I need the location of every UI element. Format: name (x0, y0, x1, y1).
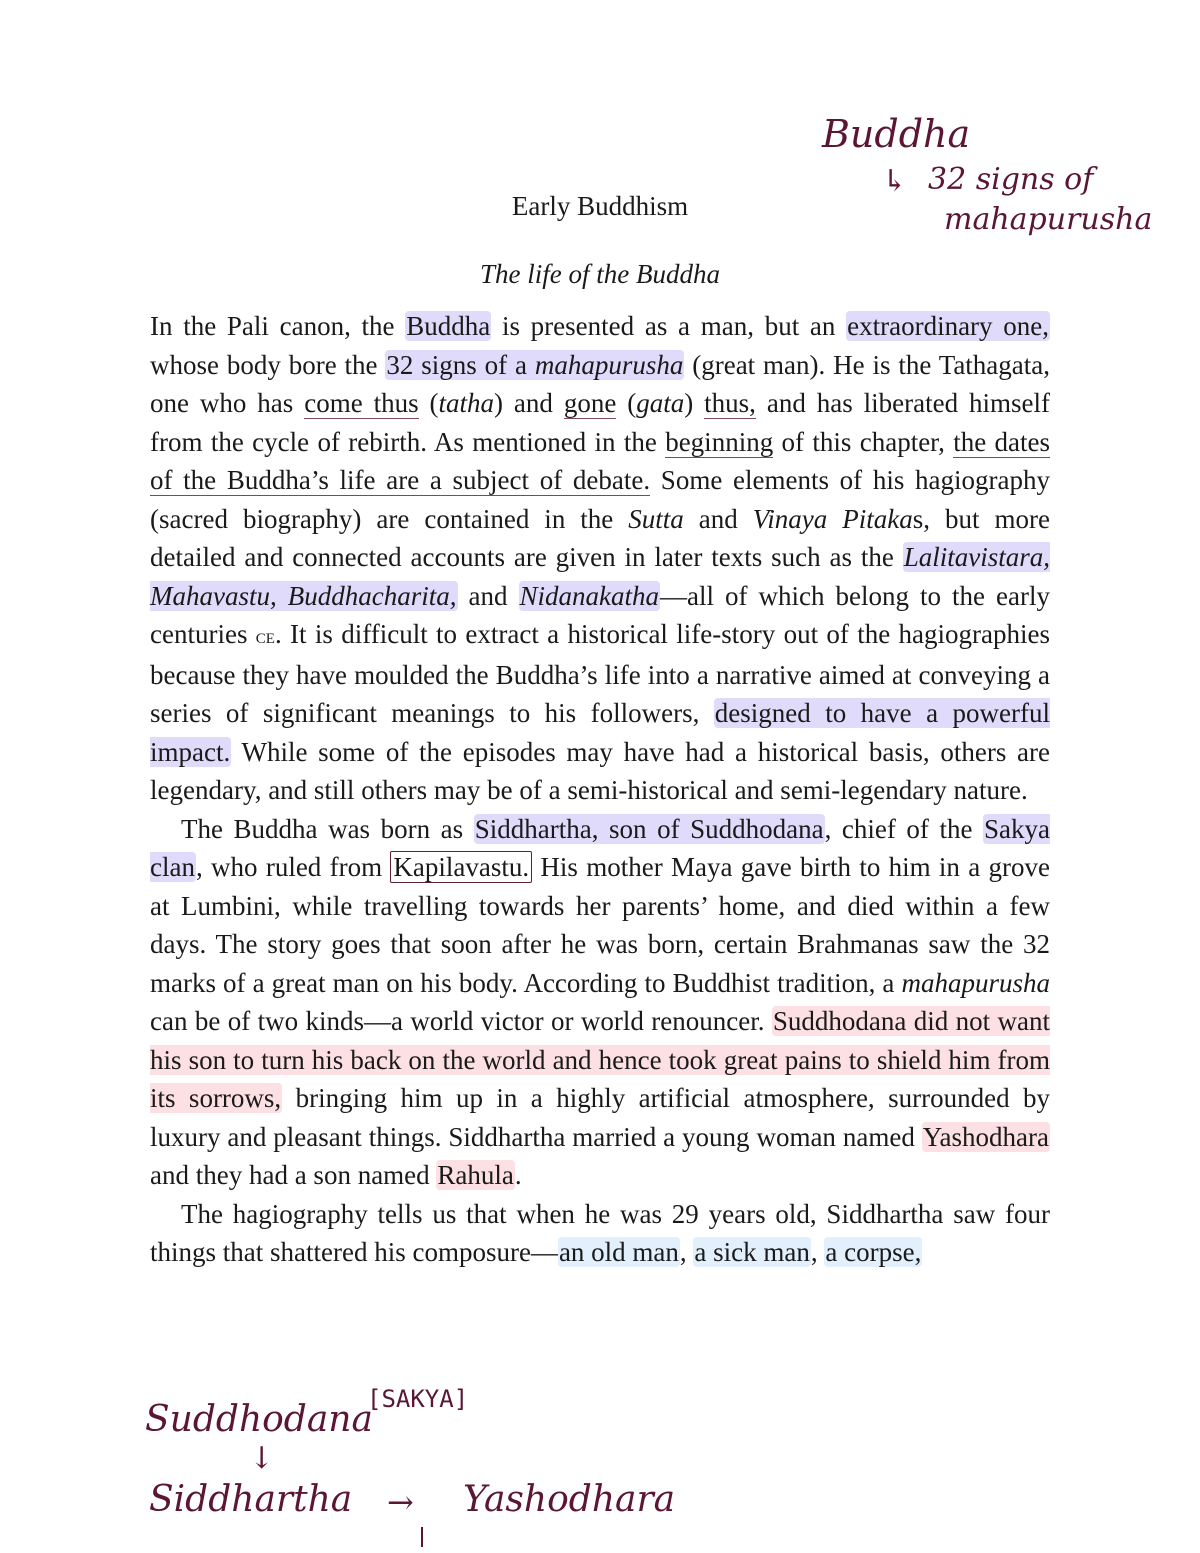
underline-dates-debate: the dates of the Buddha’s life are a subject of debate. (150, 426, 1051, 495)
note-siddhartha: Siddhartha (149, 1479, 353, 1520)
note-sakya: [SAKYA] (367, 1385, 469, 1413)
highlight-sick-man: a sick man (694, 1237, 810, 1267)
highlight-rahula: Rahula (437, 1160, 514, 1190)
highlight-corpse: a corpse, (825, 1237, 922, 1267)
paragraph-1: In the Pali canon, the Buddha is presented as a man, but an extraordinary one, whose body bore the 32 signs of a mahapurusha (great man). He is the Tathagata, one who has come thus (tatha) and gone (gata) thus, and has liberated himself from the cycle of rebirth. As mentioned in the beginning of this chapter, the dates of the Buddha’s life are a subject of debate. Some elements of his hagiography (sacred biography) are contained in the Sutta and Vinaya Pitakas, but more detailed and connected accounts are given in later texts such as the Lalitavistara, Mahavastu, Buddhacharita, and Nidanakatha—all of which belong to the early centuries ce. It is difficult to extract a historical life-story out of the hagiographies because they have moulded the Buddha’s life into a narrative aimed at conveying a series of significant meanings to his followers, designed to have a powerful impact. While some of the episodes may have had a historical basis, others are legendary, and still others may be of a semi-historical and semi-legendary nature. (150, 311, 1051, 805)
handwritten-note-bottom-left (145, 1385, 765, 1550)
note-right-arrow-icon: → (387, 1483, 414, 1521)
chapter-title: Early Buddhism (511, 191, 689, 221)
highlight-suddhodana-shield: Suddhodana did not want his son to turn his back on the world and hence took great pains to shield him from its sorrows, (150, 1006, 1050, 1113)
note-continuation-mark (421, 1527, 423, 1547)
highlight-siddhartha-son: Siddhartha, son of Suddhodana (474, 813, 824, 844)
note-yashodhara: Yashodhara (463, 1479, 676, 1520)
paragraph-3: The hagiography tells us that when he was 29 years old, Siddhartha saw four things that shattered his composure—an old man, a sick man, a corpse, (150, 1198, 1050, 1267)
highlight-32-signs: 32 signs of a mahapurusha (386, 349, 684, 380)
section-subtitle: The life of the Buddha (480, 259, 720, 289)
boxed-kapilavastu: Kapilavastu. (390, 851, 532, 883)
note-suddhodana: Suddhodana (145, 1399, 373, 1440)
highlight-buddha: Buddha (406, 311, 491, 341)
note-arrow-icon: ↳ (882, 164, 908, 199)
underline-gone: gone (563, 388, 617, 418)
highlight-yashodhara: Yashodhara (922, 1121, 1049, 1152)
underline-thus: thus, (704, 388, 756, 418)
note-down-arrow-icon: ↓ (249, 1441, 275, 1476)
note-buddha: Buddha (822, 112, 971, 156)
highlight-extraordinary: extraordinary one, (847, 311, 1050, 341)
highlight-old-man: an old man (558, 1237, 679, 1267)
highlight-sakya-clan: Sakya clan (150, 813, 1050, 882)
underline-come-thus: come thus (304, 388, 419, 418)
highlight-powerful-impact: designed to have a powerful impact. (150, 698, 1050, 767)
highlight-later-texts: Lalitavistara, Mahavastu, Buddhacharita, (150, 542, 1050, 611)
highlight-nidanakatha: Nidanakatha (519, 580, 660, 611)
underline-beginning: beginning (665, 426, 774, 457)
note-32-signs: 32 signs of (928, 162, 1094, 197)
body-text (150, 307, 1050, 1272)
paragraph-2: The Buddha was born as Siddhartha, son of Suddhodana, chief of the Sakya clan, who ruled from Kapilavastu. His mother Maya gave birth to him in a grove at Lumbini, while travelling towards her parents’ home, and died within a few days. The story goes that soon after he was born, certain Brahmanas saw the 32 marks of a great man on his body. According to Buddhist tradition, a mahapurusha can be of two kinds—a world victor or world renouncer. Suddhodana did not want his son to turn his back on the world and hence took great pains to shield him from its sorrows, bringing him up in a highly artificial atmosphere, surrounded by luxury and pleasant things. Siddhartha married a young woman named Yashodhara and they had a son named Rahula. (150, 813, 1050, 1190)
note-mahapurusha: mahapurusha (944, 202, 1153, 237)
